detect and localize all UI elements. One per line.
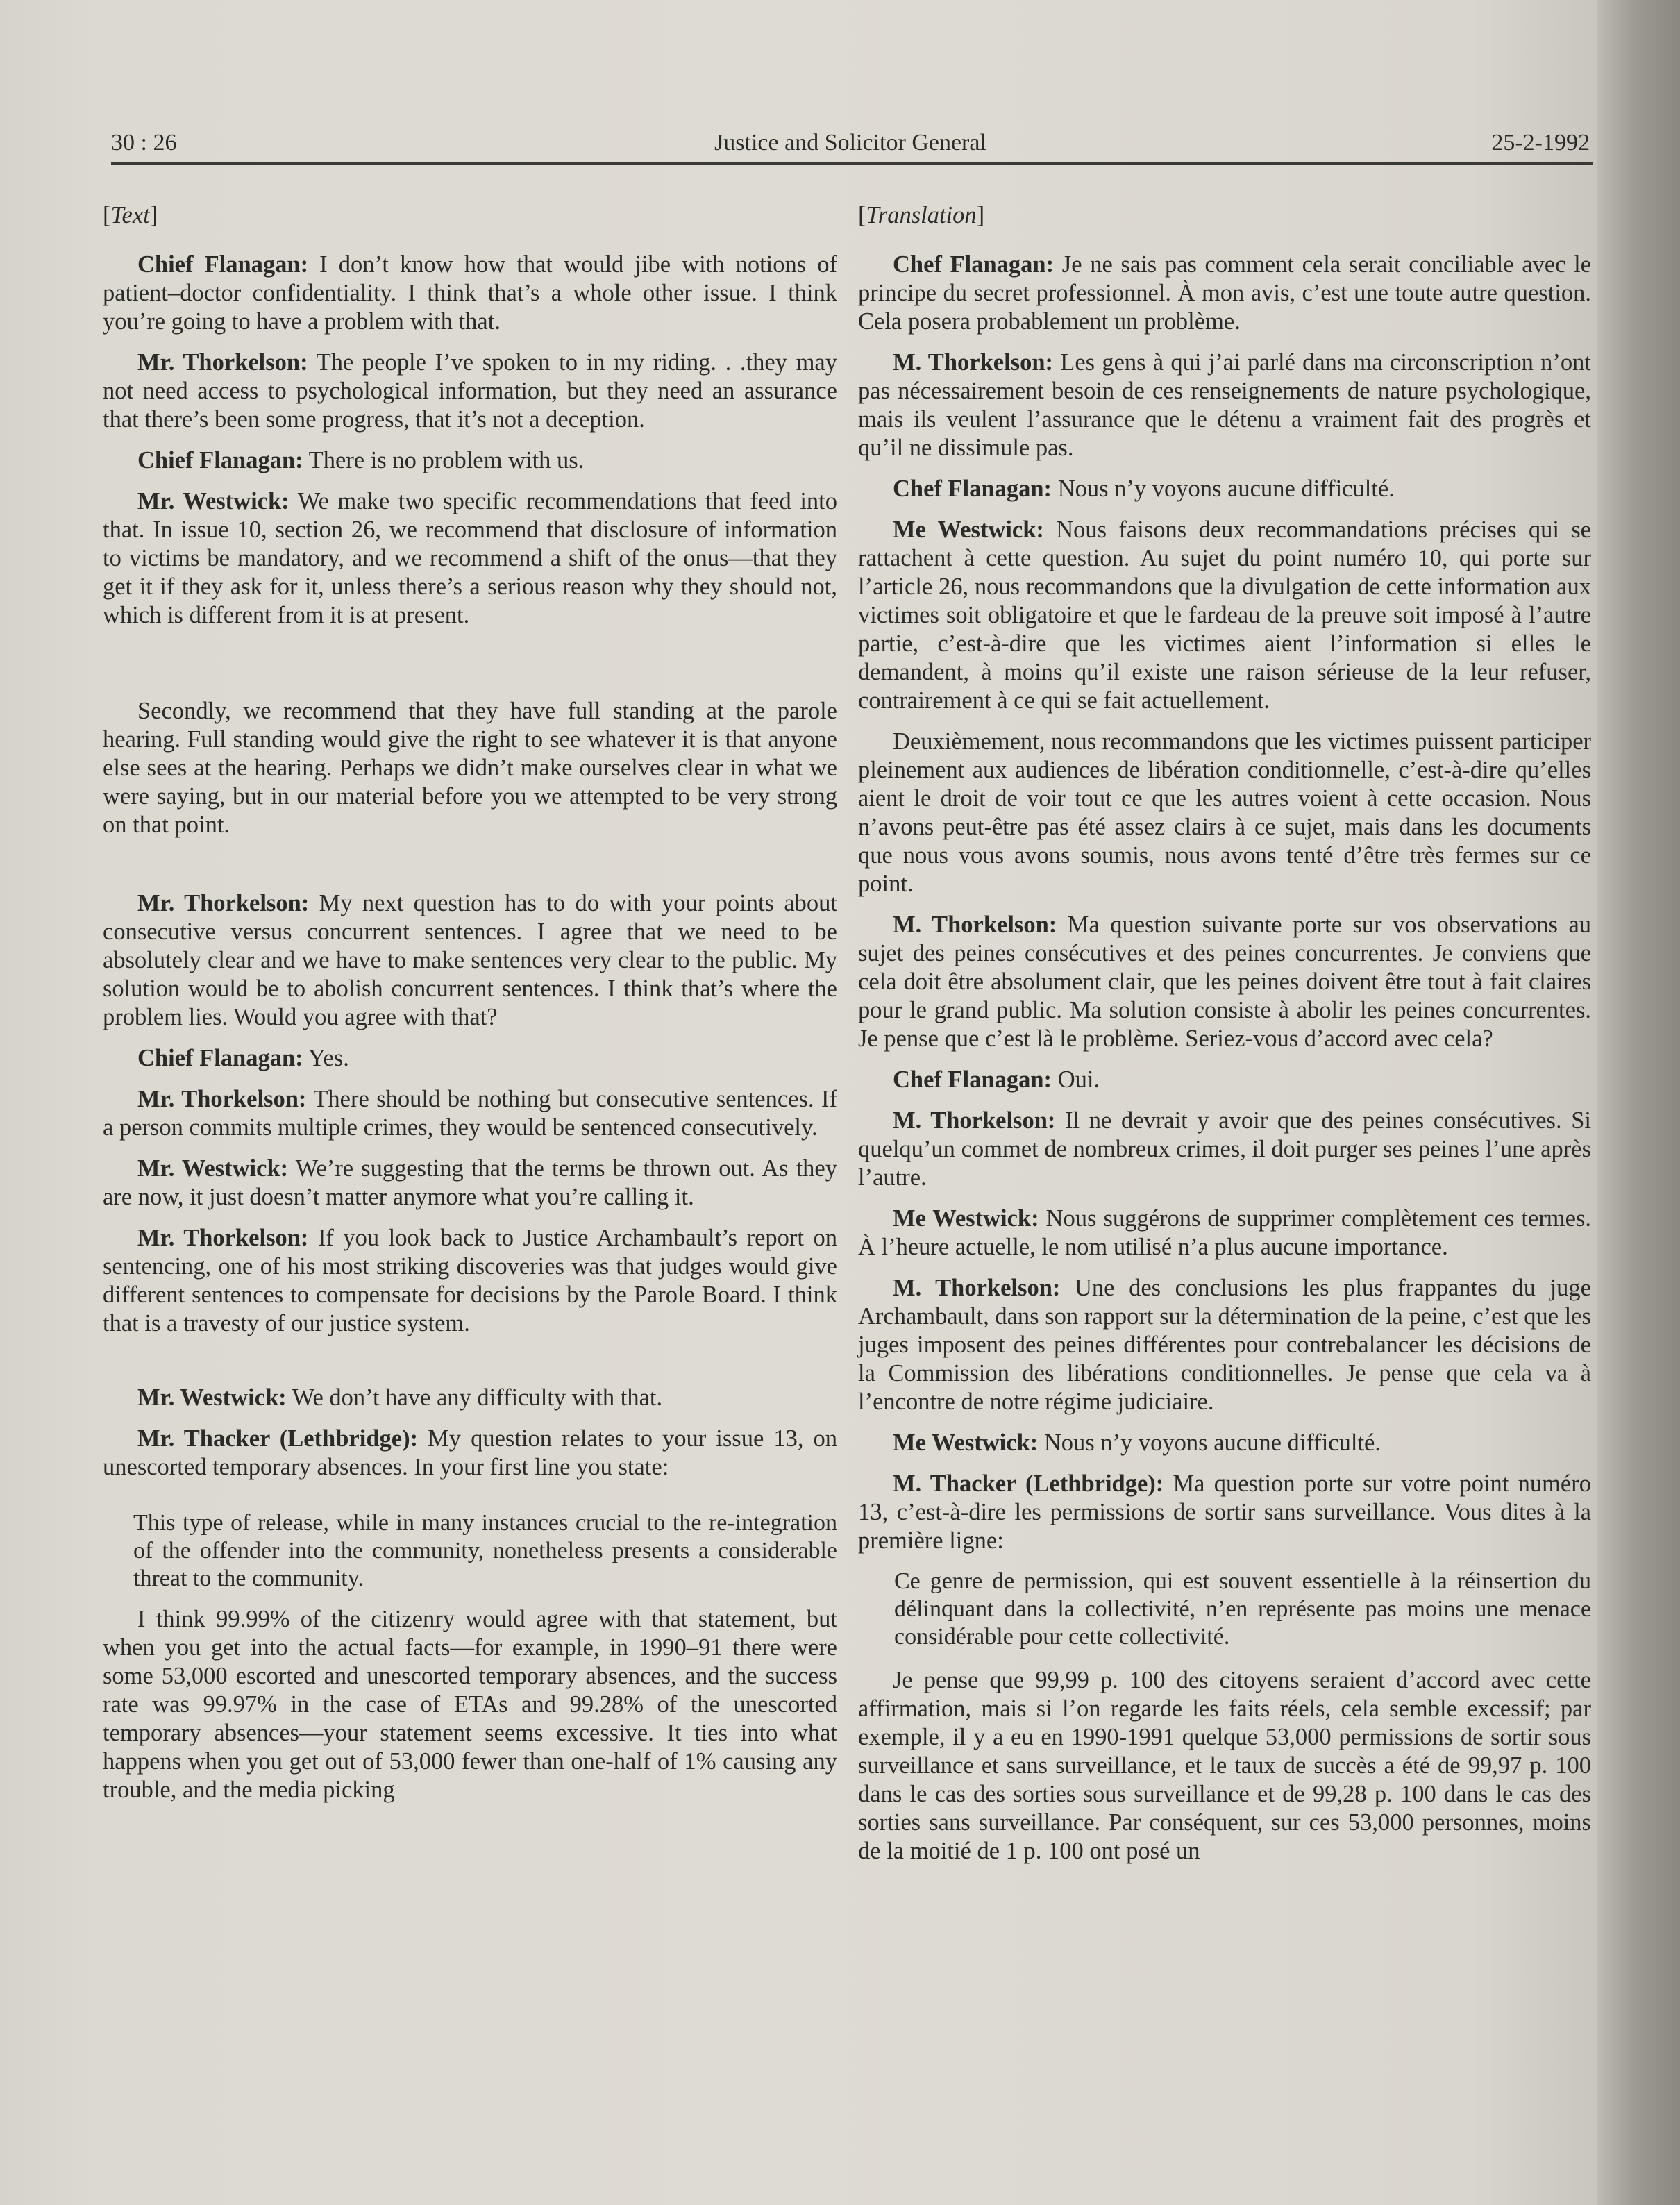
speaker-name: Mr. Thorkelson:: [137, 1225, 309, 1251]
speaker-name: Me Westwick:: [893, 517, 1044, 543]
speaker-name: Mr. Thorkelson:: [137, 349, 308, 376]
transcript-entry: [858, 1274, 1591, 1416]
entry-text: Je ne sais pas comment cela serait conciliable avec le principe du secret professionnel. À mon avis, c’est une toute autre question. Cela posera probablement un problème.: [858, 251, 1591, 335]
entry-text: Je pense que 99,99 p. 100 des citoyens seraient d’accord avec cette affirmation, mais si l’on regarde les faits réels, cela semble excessif; par exemple, il y a eu en 1990-1991 quelque 53,000 permissions de sortir sous surveillance et sans surveillance, et le taux de succès a été de 99,97 p. 100 dans le cas des sorties sous surveillance et de 99,28 p. 100 dans le cas des sorties sans surveillance. Par conséquent, sur ces 53,000 personnes, moins de la moitié de 1 p. 100 ont posé un: [858, 1667, 1591, 1864]
transcript-paragraph: [103, 697, 837, 839]
speaker-name: M. Thorkelson:: [893, 912, 1057, 938]
speaker-name: Me Westwick:: [893, 1430, 1039, 1456]
speaker-name: M. Thorkelson:: [893, 1275, 1061, 1301]
entry-text: We make two specific recommendations that feed into that. In issue 10, section 26, we recommend that disclosure of information to victims be mandatory, and we recommend a shift of the onus—that they get it if they ask for it, unless there’s a serious reason why they should not, which is different from it is at present.: [103, 488, 837, 628]
running-head: [111, 125, 1590, 161]
speaker-name: M. Thorkelson:: [893, 349, 1054, 376]
speaker-name: M. Thacker (Lethbridge):: [893, 1470, 1164, 1497]
transcript-entry: [858, 1470, 1591, 1555]
transcript-paragraph: [858, 728, 1591, 898]
entry-text: Secondly, we recommend that they have full standing at the parole hearing. Full standing would give the right to see whatever it is that anyone else sees at the hearing. Perhaps we didn’t make ourselves clear in what we were saying, but in our material before you we attempted to be very strong on that point.: [103, 698, 837, 838]
transcript-entry: [103, 446, 837, 475]
transcript-entry: [858, 475, 1591, 503]
entry-text: We’re suggesting that the terms be thrown out. As they are now, it just doesn’t matter anymore what you’re calling it.: [103, 1155, 837, 1210]
entry-text: Nous n’y voyons aucune difficulté.: [1057, 476, 1395, 502]
speaker-name: Mr. Thacker (Lethbridge):: [137, 1425, 419, 1452]
entry-text: Ma question porte sur votre point numéro 13, c’est-à-dire les permissions de sortir sans surveillance. Vous dites à la première ligne:: [858, 1470, 1591, 1554]
transcript-paragraph: [103, 1605, 837, 1804]
transcript-entry: [103, 1155, 837, 1212]
transcript-entry: [858, 251, 1591, 336]
entry-text: I don’t know how that would jibe with notions of patient–doctor confidentiality. I think that’s a whole other issue. I think you’re going to have a problem with that.: [103, 251, 838, 335]
entry-text: Yes.: [308, 1045, 349, 1071]
speaker-name: Mr. Thorkelson:: [137, 1086, 307, 1112]
transcript-paragraph: [858, 1666, 1591, 1866]
speaker-name: Mr. Westwick:: [137, 488, 289, 514]
entry-text: If you look back to Justice Archambault’s report on sentencing, one of his most striking discoveries was that judges would give different sentences to compensate for decisions by the Parole Board. I think that is a travesty of our justice system.: [103, 1225, 837, 1336]
column-tag: [Text]: [103, 202, 158, 228]
entry-text: Ma question suivante porte sur vos observations au sujet des peines consécutives et des peines concurrentes. Je conviens que cela doit être absolument clair, que les peines doivent être tout à fait claires pour le grand public. Ma solution consiste à abolir les peines concurrentes. Je pense que c’est là le problème. Seriez-vous d’accord avec cela?: [858, 912, 1592, 1052]
block-quote: This type of release, while in many instances crucial to the re-integration of the offender into the community, nonetheless presents a considerable threat to the community.: [133, 1510, 837, 1591]
transcript-entry: [103, 1425, 837, 1482]
transcript-entry: [103, 1384, 837, 1412]
entry-text: Oui.: [1057, 1066, 1100, 1093]
entry-text: The people I’ve spoken to in my riding. . .they may not need access to psychological information, but they need an assurance that there’s been some progress, that it’s not a deception.: [103, 349, 837, 433]
transcript-entry: [103, 487, 837, 630]
entry-text: There should be nothing but consecutive sentences. If a person commits multiple crimes, they would be sentenced consecutively.: [103, 1086, 837, 1141]
page-number: 30 : 26: [111, 130, 177, 156]
speaker-name: Mr. Thorkelson:: [137, 890, 310, 916]
transcript-entry: [858, 516, 1591, 715]
entry-text: My question relates to your issue 13, on unescorted temporary absences. In your first line you state:: [103, 1425, 837, 1480]
entry-text: Deuxièmement, nous recommandons que les victimes puissent participer pleinement aux audiences de libération conditionnelle, c’est-à-dire qu’elles aient le droit de voir tout ce que les autres voient à cette occasion. Nous n’avons peut-être pas été assez clairs à ce sujet, mais dans les documents que nous vous avons soumis, nous avons tenté d’être très fermes sur ce point.: [858, 728, 1591, 897]
speaker-name: Chief Flanagan:: [137, 251, 309, 278]
transcript-entry: [858, 1429, 1591, 1457]
transcript-entry: [103, 889, 837, 1032]
left-column-english: [103, 201, 837, 1804]
transcript-entry: [858, 1107, 1591, 1192]
entry-text: Il ne devrait y avoir que des peines consécutives. Si quelqu’un commet de nombreux crimes, il doit purger ses peines l’une après l’autre.: [858, 1107, 1592, 1191]
entry-text: My next question has to do with your points about consecutive versus concurrent sentences. I agree that we need to be absolutely clear and we have to make sentences very clear to the public. My solution would be to abolish concurrent sentences. I think that’s where the problem lies. Would you agree with that?: [103, 890, 837, 1030]
entry-text: Nous faisons deux recommandations précises qui se rattachent à cette question. Au sujet du point numéro 10, qui porte sur l’article 26, nous recommandons que la divulgation de cette information aux victimes soit obligatoire et que le fardeau de la preuve soit imposé à l’autre partie, c’est-à-dire que les victimes aient l’information si elles le demandent, à moins qu’il existe une raison sérieuse de la leur refuser, contrairement à ce qui se fait actuellement.: [858, 517, 1591, 714]
transcript-entry: [858, 911, 1591, 1053]
publication-title: Justice and Solicitor General: [714, 130, 986, 156]
speaker-name: Chief Flanagan:: [137, 447, 303, 473]
block-quote: Ce genre de permission, qui est souvent essentielle à la réinsertion du délinquant dans la collectivité, n’en représente pas moins une menace considérable pour cette collectivité.: [894, 1568, 1591, 1650]
transcript-entry: [103, 251, 837, 336]
entry-text: We don’t have any difficulty with that.: [292, 1384, 663, 1411]
speaker-name: M. Thorkelson:: [893, 1107, 1056, 1134]
entry-text: I think 99.99% of the citizenry would agree with that statement, but when you get into the actual facts—for example, in 1990–91 there were some 53,000 escorted and unescorted temporary absences, and the success rate was 99.97% in the case of ETAs and 99.28% of the unescorted temporary absences—your statement seems excessive. It ties into what happens when you get out of 53,000 fewer than one-half of 1% causing any trouble, and the media picking: [103, 1606, 837, 1803]
speaker-name: Chef Flanagan:: [893, 476, 1052, 502]
transcript-entry: [858, 1205, 1591, 1261]
transcript-entry: [858, 1066, 1591, 1094]
transcript-entry: [103, 1044, 837, 1073]
transcript-entry: [103, 349, 837, 434]
speaker-name: Me Westwick:: [893, 1205, 1039, 1232]
header-rule: [111, 162, 1593, 165]
publication-date: 25-2-1992: [1491, 130, 1590, 156]
speaker-name: Chief Flanagan:: [137, 1045, 303, 1071]
speaker-name: Chef Flanagan:: [893, 251, 1055, 278]
column-tag: [Translation]: [858, 202, 985, 228]
speaker-name: Mr. Westwick:: [137, 1155, 289, 1182]
right-column-french: [858, 201, 1591, 1866]
entry-text: Nous suggérons de supprimer complètement ces termes. À l’heure actuelle, le nom utilisé n’a plus aucune importance.: [858, 1205, 1592, 1260]
entry-text: There is no problem with us.: [308, 447, 585, 473]
entry-text: Nous n’y voyons aucune difficulté.: [1043, 1430, 1381, 1456]
speaker-name: Mr. Westwick:: [137, 1384, 287, 1411]
transcript-entry: [103, 1085, 837, 1142]
page-edge-shadow: [1597, 0, 1680, 2205]
speaker-name: Chef Flanagan:: [893, 1066, 1052, 1093]
transcript-entry: [103, 1224, 837, 1338]
entry-text: Les gens à qui j’ai parlé dans ma circonscription n’ont pas nécessairement besoin de ces renseignements de nature psychologique, mais ils veulent l’assurance que le détenu a vraiment fait des progrès et qu’il ne dissimule pas.: [858, 349, 1592, 461]
transcript-entry: [858, 349, 1591, 462]
entry-text: Une des conclusions les plus frappantes du juge Archambault, dans son rapport sur la détermination de la peine, c’est que les juges imposent des peines différentes pour contrebalancer les décisions de la Commission des libérations conditionnelles. Je pense que cela va à l’encontre de notre régime judiciaire.: [858, 1275, 1592, 1415]
